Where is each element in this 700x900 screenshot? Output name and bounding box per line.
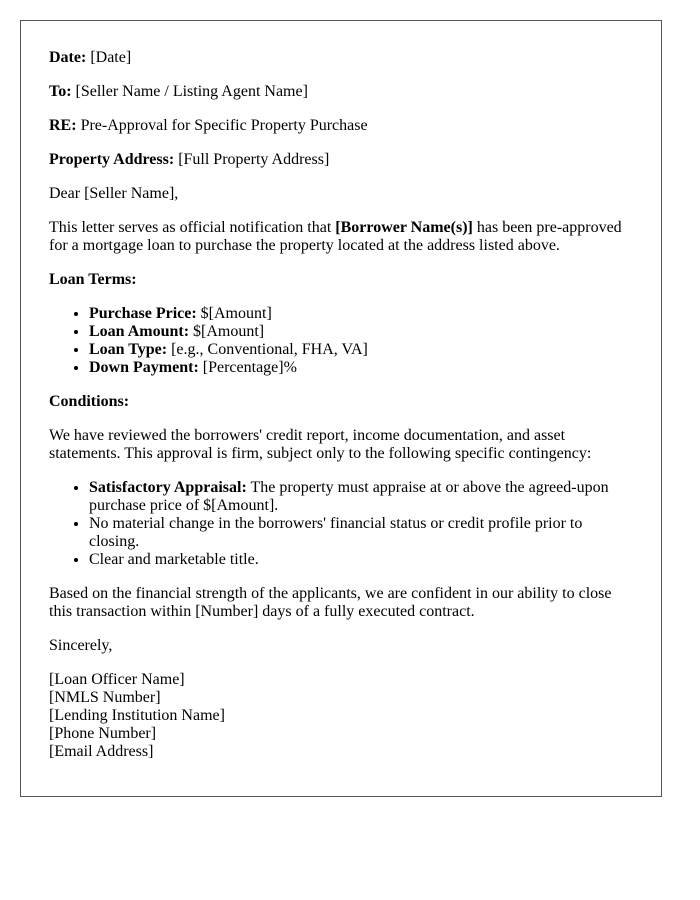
lending-institution-name: [Lending Institution Name] [49, 707, 225, 724]
salutation: Dear [Seller Name], [49, 185, 179, 202]
conditions-list [49, 479, 633, 569]
phone-number: [Phone Number] [49, 725, 157, 742]
loan-term-item [89, 359, 633, 377]
conditions-heading [49, 393, 633, 411]
condition-value: The property must appraise at or above the agreed-upon purchase price of $[Amount]. [89, 479, 609, 514]
loan-term-item [89, 323, 633, 341]
property-address-label: Property Address: [49, 151, 175, 168]
borrower-name: [Borrower Name(s)] [335, 219, 473, 236]
re-value: Pre-Approval for Specific Property Purchase [80, 117, 368, 134]
intro-after: has been pre-approved for a mortgage loan to purchase the property located at the address listed above. [49, 219, 622, 254]
date-value: [Date] [90, 49, 132, 66]
loan-terms-heading [49, 271, 633, 289]
loan-term-label: Purchase Price: [89, 305, 197, 322]
pre-approval-letter [20, 20, 662, 797]
intro-paragraph [49, 219, 633, 255]
condition-item [89, 551, 633, 569]
condition-label: Satisfactory Appraisal: [89, 479, 247, 496]
closing-paragraph: Based on the financial strength of the applicants, we are confident in our ability to close this transaction within [Number] days of a fully executed contract. [49, 585, 612, 620]
email-address: [Email Address] [49, 743, 154, 760]
re-label: RE: [49, 117, 77, 134]
date-line [49, 49, 633, 67]
sign-off: Sincerely, [49, 637, 113, 654]
to-value: [Seller Name / Listing Agent Name] [75, 83, 308, 100]
loan-term-label: Down Payment: [89, 359, 199, 376]
property-address-value: [Full Property Address] [178, 151, 330, 168]
condition-item [89, 479, 633, 515]
loan-term-label: Loan Type: [89, 341, 168, 358]
to-label: To: [49, 83, 72, 100]
loan-officer-name: [Loan Officer Name] [49, 671, 185, 688]
condition-value: No material change in the borrowers' financial status or credit profile prior to closing. [89, 515, 583, 550]
loan-term-item [89, 305, 633, 323]
loan-term-item [89, 341, 633, 359]
conditions-paragraph: We have reviewed the borrowers' credit report, income documentation, and asset statements. This approval is firm, subject only to the following specific contingency: [49, 427, 592, 462]
re-line [49, 117, 633, 135]
signature-block [49, 671, 633, 761]
conditions-heading-text: Conditions: [49, 393, 130, 410]
loan-term-label: Loan Amount: [89, 323, 190, 340]
condition-item [89, 515, 633, 551]
to-line [49, 83, 633, 101]
loan-terms-list [49, 305, 633, 377]
loan-term-value: [e.g., Conventional, FHA, VA] [171, 341, 368, 358]
loan-term-value: $[Amount] [193, 323, 265, 340]
condition-value: Clear and marketable title. [89, 551, 259, 568]
loan-term-value: $[Amount] [200, 305, 272, 322]
property-address-line [49, 151, 633, 169]
loan-term-value: [Percentage]% [202, 359, 297, 376]
intro-before: This letter serves as official notification that [49, 219, 336, 236]
loan-terms-heading-text: Loan Terms: [49, 271, 137, 288]
date-label: Date: [49, 49, 87, 66]
nmls-number: [NMLS Number] [49, 689, 161, 706]
